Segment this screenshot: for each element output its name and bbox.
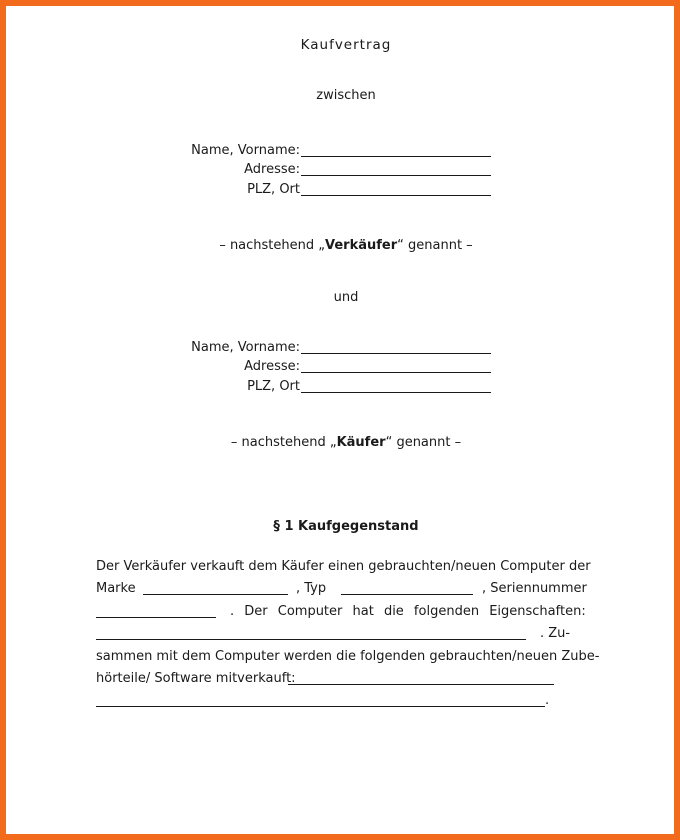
buyer-city-label: PLZ, Ort xyxy=(247,379,300,394)
paragraph-line-7 xyxy=(96,693,584,713)
buyer-name-field[interactable] xyxy=(301,353,491,354)
paragraph-line-5: sammen mit dem Computer werden die folgenden gebrauchten/neuen Zube- xyxy=(96,649,600,664)
seller-note-prefix: – nachstehend „ xyxy=(219,238,326,253)
zu-text: . Zu- xyxy=(540,626,571,641)
seller-name-field[interactable] xyxy=(301,156,491,157)
paragraph-line-2 xyxy=(96,581,587,601)
mitverkauft-text: hörteile/ Software mitverkauft: xyxy=(96,671,296,686)
buyer-address-field[interactable] xyxy=(301,372,491,373)
document-title: Kaufvertrag xyxy=(300,37,392,53)
seller-note xyxy=(6,238,680,253)
buyer-name-row xyxy=(6,340,680,358)
between-text: zwischen xyxy=(316,88,376,103)
marke-label: Marke xyxy=(96,581,136,596)
buyer-city-field[interactable] xyxy=(301,392,491,393)
marke-field[interactable] xyxy=(143,594,288,595)
seller-address-row xyxy=(6,162,680,180)
seller-name-label: Name, Vorname: xyxy=(191,143,300,158)
paragraph-line-6 xyxy=(96,671,584,691)
buyer-note xyxy=(6,435,680,450)
seller-city-row xyxy=(6,182,680,200)
paragraph-line-3 xyxy=(96,604,584,624)
buyer-address-row xyxy=(6,359,680,377)
seller-city-label: PLZ, Ort xyxy=(247,182,300,197)
buyer-note-suffix: “ genannt – xyxy=(385,435,462,450)
zubehoer-field-2[interactable] xyxy=(96,706,545,707)
seller-name-row xyxy=(6,143,680,161)
buyer-note-prefix: – nachstehend „ xyxy=(230,435,337,450)
final-period: . xyxy=(545,693,550,708)
paragraph-line-1: Der Verkäufer verkauft dem Käufer einen gebrauchten/neuen Computer der xyxy=(96,559,591,574)
buyer-city-row xyxy=(6,379,680,397)
buyer-address-label: Adresse: xyxy=(244,359,300,374)
buyer-name-label: Name, Vorname: xyxy=(191,340,300,355)
seller-city-field[interactable] xyxy=(301,195,491,196)
eigenschaften-field[interactable] xyxy=(96,639,526,640)
seller-address-label: Adresse: xyxy=(244,162,300,177)
section-1-title: § 1 Kaufgegenstand xyxy=(273,519,419,534)
typ-label: , Typ xyxy=(296,581,327,596)
buyer-role: Käufer xyxy=(336,435,386,450)
seller-note-suffix: “ genannt – xyxy=(397,238,473,253)
zubehoer-field[interactable] xyxy=(288,684,554,685)
seller-role: Verkäufer xyxy=(325,238,398,253)
paragraph-line-4 xyxy=(96,626,584,646)
seriennummer-label: , Seriennummer xyxy=(482,581,587,596)
typ-field[interactable] xyxy=(341,594,473,595)
and-text: und xyxy=(333,290,359,305)
seller-address-field[interactable] xyxy=(301,175,491,176)
eigenschaften-text: . Der Computer hat die folgenden Eigenschaften: xyxy=(230,604,586,619)
seriennummer-field[interactable] xyxy=(96,617,216,618)
